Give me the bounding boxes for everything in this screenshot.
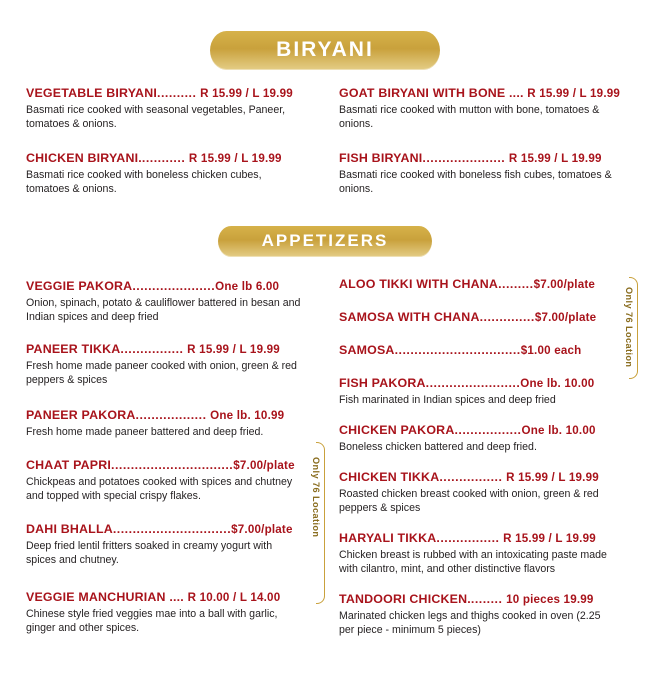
section-banner-wrap-appetizers: [26, 209, 624, 257]
menu-item-price: R 15.99 / L 19.99: [187, 343, 280, 357]
menu-item: [26, 86, 311, 131]
menu-item-name: PANEER PAKORA: [26, 408, 136, 423]
menu-item-headline: [26, 342, 311, 357]
menu-item-dots: ..............: [479, 310, 535, 325]
biryani-columns: [26, 86, 624, 209]
menu-item-dots: ................: [439, 469, 503, 484]
biryani-column-right: [339, 86, 624, 209]
menu-item: [26, 408, 311, 439]
menu-item-name: FISH PAKORA: [339, 375, 426, 390]
menu-item: [339, 86, 624, 131]
biryani-column-left: [26, 86, 311, 209]
menu-item-headline: [339, 277, 624, 292]
menu-item-description: Fresh home made paneer cooked with onion, green & red peppers & spices: [26, 360, 297, 387]
menu-item-description: Chinese style fried veggies mae into a ball with garlic, ginger and other spices.: [26, 608, 278, 635]
menu-item-name: VEGGIE MANCHURIAN ....: [26, 590, 184, 605]
appetizers-column-right: [339, 277, 634, 650]
menu-item-description: Chickpeas and potatoes cooked with spices and chutney and topped with special crispy flakes.: [26, 476, 293, 503]
menu-item-dots: ................: [436, 530, 500, 545]
menu-item: [26, 522, 311, 567]
menu-item-headline: [339, 86, 624, 101]
menu-item-dots: ...........: [141, 151, 186, 166]
menu-item-price: R 15.99 / L 19.99: [503, 531, 596, 545]
menu-item-headline: [339, 151, 624, 166]
menu-item-description: Roasted chicken breast cooked with onion, green & red peppers & spices: [339, 487, 599, 514]
menu-item-name: CHICKEN BIRYANI.: [26, 151, 142, 166]
menu-item-dots: .................: [454, 422, 522, 437]
menu-item-price: One lb 6.00: [215, 280, 280, 294]
menu-item-name: ALOO TIKKI WITH CHANA: [339, 277, 499, 292]
menu-item-dots: .........: [498, 277, 534, 292]
menu-item-description: Basmati rice cooked with mutton with bone, tomatoes & onions.: [339, 103, 600, 130]
menu-item: [339, 376, 624, 407]
menu-item-dots: .....................: [132, 279, 216, 294]
menu-item-headline: [26, 590, 311, 605]
menu-item-headline: [339, 470, 624, 485]
menu-item-price: $7.00/plate: [533, 278, 596, 292]
menu-item-headline: [26, 151, 311, 166]
menu-item: [26, 458, 311, 503]
menu-item-price: One lb. 10.00: [520, 376, 595, 390]
location-note-left: Only 76 Location: [311, 457, 321, 538]
menu-item-headline: [26, 86, 311, 101]
menu-item-name: HARYALI TIKKA: [339, 530, 437, 545]
menu-item-price: R 15.99 / L 19.99: [200, 87, 293, 100]
menu-item-name: VEGGIE PAKORA: [26, 279, 133, 294]
menu-item: [26, 279, 311, 324]
menu-item: [339, 277, 624, 292]
menu-item-headline: [26, 408, 311, 423]
menu-item: [339, 423, 624, 454]
menu-item-dots: ...............................: [111, 458, 234, 473]
menu-item-name: CHAAT PAPRI: [26, 458, 112, 473]
menu-item-description: Basmati rice cooked with boneless fish cubes, tomatoes & onions.: [339, 168, 612, 196]
menu-item-price: $7.00/plate: [231, 523, 293, 537]
menu-item-description: Boneless chicken battered and deep fried.: [339, 440, 537, 453]
menu-item-price: R 10.00 / L 14.00: [187, 591, 281, 605]
menu-item-description: Basmati rice cooked with boneless chicken cubes, tomatoes & onions.: [26, 168, 262, 196]
menu-item-headline: [339, 423, 624, 438]
menu-item-headline: [339, 343, 624, 358]
menu-item-name: CHICKEN PAKORA: [339, 422, 455, 437]
menu-item-name: VEGETABLE BIRYANI: [26, 86, 157, 100]
menu-item-name: CHICKEN TIKKA: [339, 469, 440, 484]
menu-item-description: Deep fried lentil fritters soaked in creamy yogurt with spices and chutney.: [26, 540, 273, 567]
menu-item-dots: ................: [120, 342, 184, 357]
menu-item: [26, 590, 311, 635]
menu-item-headline: [26, 279, 311, 294]
menu-item-description: Onion, spinach, potato & cauliflower battered in besan and Indian spices and deep fried: [26, 297, 301, 324]
menu-item-dots: ..................: [135, 408, 207, 423]
location-note-right: Only 76 Location: [624, 287, 634, 368]
appetizers-columns: [26, 277, 634, 650]
menu-item-price: R 15.99 / L 19.99: [527, 87, 621, 100]
menu-item: [339, 310, 624, 325]
section-title-appetizers: APPETIZERS: [218, 226, 433, 257]
menu-item-dots: ........................: [425, 375, 521, 390]
menu-item: [339, 343, 624, 358]
menu-item-name: FISH BIRYANI: [339, 151, 423, 166]
menu-item: [339, 470, 624, 515]
menu-item-headline: [26, 522, 311, 537]
menu-item-description: Fresh home made paneer battered and deep fried.: [26, 426, 264, 439]
menu-item-name: SAMOSA WITH CHANA: [339, 310, 480, 325]
menu-item-price: 10 pieces 19.99: [506, 592, 594, 606]
appetizers-column-left: [26, 277, 321, 650]
menu-item-headline: [26, 458, 311, 473]
section-title-biryani: BIRYANI: [210, 31, 440, 70]
menu-item-headline: [339, 310, 624, 325]
menu-item-name: SAMOSA: [339, 342, 395, 357]
menu-item-description: Marinated chicken legs and thighs cooked in oven (2.25 per piece - minimum 5 pieces): [339, 609, 601, 636]
menu-item-dots: ................................: [394, 342, 521, 357]
menu-item: [26, 151, 311, 196]
menu-item-dots: ..............................: [112, 522, 232, 537]
menu-item-price: One lb. 10.99: [210, 409, 285, 423]
menu-item-headline: [339, 376, 624, 391]
menu-item-name: GOAT BIRYANI WITH BONE ....: [339, 86, 524, 100]
menu-item-price: R 15.99 / L 19.99: [508, 152, 602, 166]
menu-item-headline: [339, 592, 624, 607]
menu-item-price: $7.00/plate: [534, 311, 597, 325]
menu-item-name: PANEER TIKKA: [26, 342, 121, 357]
section-banner-wrap-biryani: [26, 0, 624, 70]
menu-item-headline: [339, 531, 624, 546]
menu-item-price: R 15.99 / L 19.99: [506, 470, 599, 484]
menu-item-dots: ........: [470, 591, 503, 606]
menu-item-price: R 15.99 / L 19.99: [188, 152, 282, 166]
menu-item-name: DAHI BHALLA: [26, 522, 113, 537]
menu-item-dots: .....................: [422, 151, 506, 166]
menu-item-price: One lb. 10.00: [521, 423, 596, 437]
menu-item: [339, 151, 624, 196]
menu-item-description: Basmati rice cooked with seasonal vegetables, Paneer, tomatoes & onions.: [26, 103, 286, 130]
menu-item: [26, 342, 311, 387]
menu-item-price: $7.00/plate: [233, 459, 295, 473]
menu-item-description: Fish marinated in Indian spices and deep fried: [339, 393, 556, 406]
menu-item-description: Chicken breast is rubbed with an intoxicating paste made with cilantro, mint, and other distinctive flavors: [339, 548, 607, 575]
menu-item-name: TANDOORI CHICKEN.: [339, 591, 471, 606]
menu-item-dots: ..........: [157, 86, 197, 100]
menu-item-price: $1.00 each: [520, 343, 582, 357]
menu-item: [339, 531, 624, 576]
menu-item: [339, 592, 624, 637]
